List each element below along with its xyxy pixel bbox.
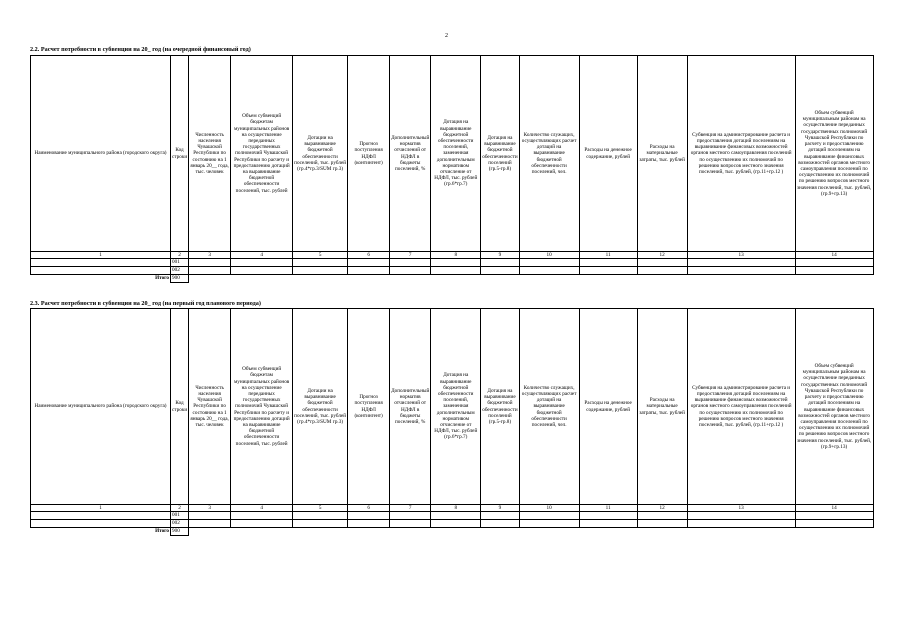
table-row <box>31 259 874 267</box>
table-cell <box>481 259 519 267</box>
table-cell <box>31 520 171 528</box>
column-number: 4 <box>231 505 293 512</box>
table-row <box>31 520 874 528</box>
table-cell <box>390 267 431 275</box>
column-number: 2 <box>171 252 189 259</box>
table-cell <box>348 267 390 275</box>
table-cell <box>519 267 579 275</box>
table-cell <box>390 512 431 520</box>
table-cell <box>231 267 293 275</box>
table-cell <box>390 520 431 528</box>
column-number: 10 <box>519 505 579 512</box>
column-header: Количество служащих, осуществляющих расчет дотаций на выравнивание бюджетной обеспеченности поселений, чел. <box>519 309 579 505</box>
table-cell <box>31 259 171 267</box>
table-cell <box>348 259 390 267</box>
table-cell <box>231 520 293 528</box>
column-number: 9 <box>481 505 519 512</box>
column-header: Расходы на денежное содержание, рублей <box>579 56 637 252</box>
row-code: 001 <box>171 259 189 267</box>
column-header: Дотация на выравнивание бюджетной обеспеченности поселений (гр.5-гр.8) <box>481 56 519 252</box>
column-header: Дотация на выравнивание бюджетной обеспеченности поселений, замененная дополнительным нормативом отчисление от НДФЛ, тыс. рублей (гр.6*гр.7) <box>431 309 481 505</box>
table-cell <box>519 520 579 528</box>
table-cell <box>481 267 519 275</box>
table-row <box>31 512 874 520</box>
table-cell <box>637 259 687 267</box>
column-header: Наименование муниципального района (городского округа) <box>31 56 171 252</box>
subvention-table <box>30 308 874 536</box>
empty-cell <box>795 275 873 283</box>
column-header: Численность населения Чувашской Республики по состоянию на 1 январь 20__ года, тыс. человек <box>189 56 231 252</box>
column-header: Количество служащих, осуществляющих расчет дотаций на выравнивание бюджетной обеспеченности поселений, чел. <box>519 56 579 252</box>
table-cell <box>231 259 293 267</box>
empty-cell <box>348 275 390 283</box>
column-header: Расходы на материальные затраты, тыс. рублей <box>637 309 687 505</box>
table-cell <box>231 512 293 520</box>
row-code: 001 <box>171 512 189 520</box>
empty-cell <box>431 528 481 536</box>
column-header: Прогноз поступления НДФЛ (контингент) <box>348 56 390 252</box>
subvention-table <box>30 55 874 283</box>
empty-cell <box>795 528 873 536</box>
column-number: 2 <box>171 505 189 512</box>
table-cell <box>189 267 231 275</box>
table-cell <box>293 512 348 520</box>
column-header: Дотации на выравнивание бюджетной обеспеченности поселений, тыс. рублей (гр.4*гр.3/SUM гр.3) <box>293 56 348 252</box>
empty-cell <box>293 528 348 536</box>
table-cell <box>481 520 519 528</box>
table-cell <box>293 520 348 528</box>
empty-cell <box>231 275 293 283</box>
empty-cell <box>481 275 519 283</box>
table-cell <box>795 520 873 528</box>
column-number: 7 <box>390 252 431 259</box>
empty-cell <box>687 528 795 536</box>
table-cell <box>189 259 231 267</box>
column-header: Дополнительный норматив отчислений от НДФЛ в бюджеты поселений, % <box>390 56 431 252</box>
column-number: 8 <box>431 505 481 512</box>
column-header: Дополнительный норматив отчислений от НДФЛ в бюджеты поселений, % <box>390 309 431 505</box>
empty-cell <box>390 528 431 536</box>
table-cell <box>519 512 579 520</box>
table-cell <box>31 267 171 275</box>
empty-cell <box>519 275 579 283</box>
table-cell <box>687 520 795 528</box>
column-number: 8 <box>431 252 481 259</box>
total-code: 900 <box>171 275 189 283</box>
table-cell <box>687 512 795 520</box>
page-number: 2 <box>445 33 448 39</box>
empty-cell <box>431 275 481 283</box>
column-number: 3 <box>189 252 231 259</box>
column-number: 5 <box>293 252 348 259</box>
column-header: Субвенция на администрирование расчета и предоставления дотаций поселениям на выравнивание финансовых возможностей органов местного самоуправления поселений по осуществлению их полномочий по решению вопросов местного значения поселений, тыс. рублей, (гр.11+гр.12 ) <box>687 56 795 252</box>
column-number: 6 <box>348 252 390 259</box>
column-number: 11 <box>579 252 637 259</box>
empty-cell <box>687 275 795 283</box>
total-row <box>31 275 874 283</box>
table-cell <box>431 259 481 267</box>
table-cell <box>637 267 687 275</box>
column-number: 12 <box>637 505 687 512</box>
table-cell <box>31 512 171 520</box>
empty-cell <box>637 528 687 536</box>
empty-cell <box>293 275 348 283</box>
column-number: 9 <box>481 252 519 259</box>
table-cell <box>687 267 795 275</box>
column-number: 4 <box>231 252 293 259</box>
column-number: 13 <box>687 252 795 259</box>
column-number: 7 <box>390 505 431 512</box>
empty-cell <box>189 275 231 283</box>
column-header: Код строки <box>171 56 189 252</box>
empty-cell <box>637 275 687 283</box>
total-label: Итого <box>31 528 171 536</box>
table-cell <box>795 512 873 520</box>
column-header: Дотация на выравнивание бюджетной обеспеченности поселений (гр.5-гр.8) <box>481 309 519 505</box>
column-header: Код строки <box>171 309 189 505</box>
empty-cell <box>231 528 293 536</box>
column-header: Объем субвенций муниципальным районам на осуществление переданных государственных полномочий Чувашской Республики по расчету и предоставлению дотаций поселениям на выравнивание финансовых возможностей органов местного самоуправления поселений по осуществлению их полномочий по решению вопросов местного значения поселений, тыс. рублей, (гр.9+гр.13) <box>795 309 873 505</box>
column-header: Расходы на материальные затраты, тыс. рублей <box>637 56 687 252</box>
table-cell <box>481 512 519 520</box>
column-number: 13 <box>687 505 795 512</box>
table-cell <box>579 267 637 275</box>
table-cell <box>293 259 348 267</box>
column-header: Наименование муниципального района (городского округа) <box>31 309 171 505</box>
row-code: 002 <box>171 520 189 528</box>
column-number: 10 <box>519 252 579 259</box>
table-cell <box>795 267 873 275</box>
column-number: 12 <box>637 252 687 259</box>
total-code: 900 <box>171 528 189 536</box>
column-header: Объем субвенций бюджетам муниципальных районов на осуществление переданных государственных полномочий Чувашской Республики по расчету и предоставлению дотаций на выравнивание бюджетной обеспеченности поселений, тыс. рублей <box>231 309 293 505</box>
empty-cell <box>348 528 390 536</box>
table-cell <box>293 267 348 275</box>
column-header: Численность населения Чувашской Республики по состоянию на 1 январь 20__ года, тыс. человек <box>189 309 231 505</box>
column-number: 6 <box>348 505 390 512</box>
column-number: 14 <box>795 505 873 512</box>
table-cell <box>579 520 637 528</box>
table-cell <box>189 520 231 528</box>
table-cell <box>519 259 579 267</box>
column-header: Объем субвенций бюджетам муниципальных районов на осуществление переданных государственных полномочий Чувашской Республики по расчету и предоставлению дотаций на выравнивание бюджетной обеспеченности поселений, тыс. рублей <box>231 56 293 252</box>
empty-cell <box>189 528 231 536</box>
column-number: 3 <box>189 505 231 512</box>
total-row <box>31 528 874 536</box>
column-number: 1 <box>31 505 171 512</box>
column-number: 11 <box>579 505 637 512</box>
table-row <box>31 267 874 275</box>
table-cell <box>348 512 390 520</box>
column-header: Расходы на денежное содержание, рублей <box>579 309 637 505</box>
total-label: Итого <box>31 275 171 283</box>
row-code: 002 <box>171 267 189 275</box>
table-cell <box>637 520 687 528</box>
table-cell <box>687 259 795 267</box>
empty-cell <box>579 275 637 283</box>
empty-cell <box>390 275 431 283</box>
table-cell <box>189 512 231 520</box>
table-cell <box>348 520 390 528</box>
table-cell <box>579 259 637 267</box>
column-number: 14 <box>795 252 873 259</box>
table-cell <box>579 512 637 520</box>
section-title: 2.3. Расчет потребности в субвенции на 20_ год (на первый год планового периода) <box>30 300 261 307</box>
empty-cell <box>519 528 579 536</box>
table-cell <box>431 520 481 528</box>
table-cell <box>637 512 687 520</box>
column-header: Объем субвенций муниципальным районам на осуществление переданных государственных полномочий Чувашской Республики по расчету и предоставлению дотаций поселениям на выравнивание финансовых возможностей органов местного самоуправления поселений по осуществлению их полномочий по решению вопросов местного значения поселений, тыс. рублей, (гр.9+гр.13) <box>795 56 873 252</box>
empty-cell <box>579 528 637 536</box>
column-header: Дотация на выравнивание бюджетной обеспеченности поселений, замененная дополнительным нормативом отчисление от НДФЛ, тыс. рублей (гр.6*гр.7) <box>431 56 481 252</box>
section-title: 2.2. Расчет потребности в субвенции на 20_ год (на очередной финансовый год) <box>30 46 251 53</box>
column-header: Прогноз поступления НДФЛ (контингент) <box>348 309 390 505</box>
column-number: 1 <box>31 252 171 259</box>
column-header: Дотации на выравнивание бюджетной обеспеченности поселений, тыс. рублей (гр.4*гр.3/SUM гр.3) <box>293 309 348 505</box>
column-header: Субвенция на администрирование расчета и предоставления дотаций поселениям на выравнивание финансовых возможностей органов местного самоуправления поселений по осуществлению их полномочий по решению вопросов местного значения поселений, тыс. рублей, (гр.11+гр.12 ) <box>687 309 795 505</box>
table-cell <box>431 512 481 520</box>
column-number: 5 <box>293 505 348 512</box>
table-cell <box>795 259 873 267</box>
table-cell <box>431 267 481 275</box>
table-cell <box>390 259 431 267</box>
empty-cell <box>481 528 519 536</box>
